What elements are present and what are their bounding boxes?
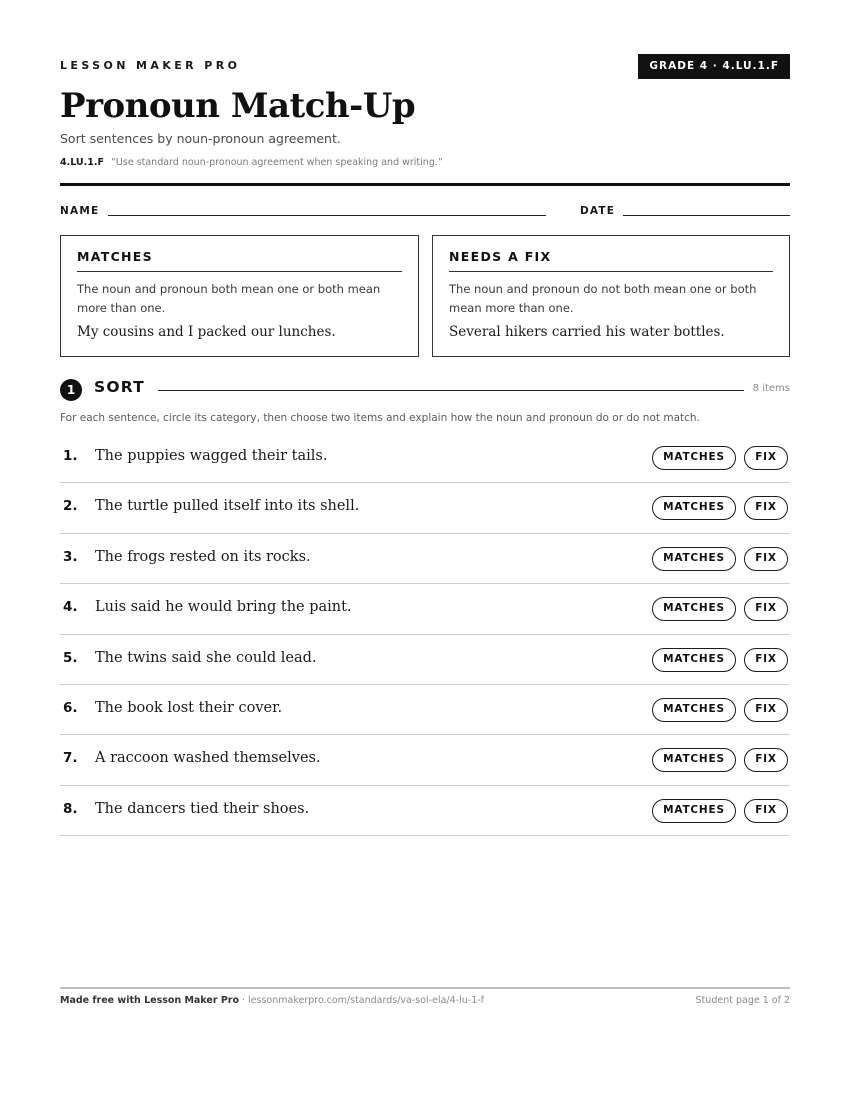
item-sentence: The puppies wagged their tails. [95,448,328,464]
matches-choice-button[interactable]: MATCHES [652,748,736,772]
item-number: 8. [63,800,78,817]
item-sentence: Luis said he would bring the paint. [95,599,352,616]
item-row [60,635,790,685]
section-number-badge: 1 [60,379,82,401]
fix-choice-button[interactable]: FIX [744,496,788,520]
worksheet-page [60,0,790,1100]
name-field[interactable] [108,215,546,216]
item-sentence: The turtle pulled itself into its shell. [95,498,360,515]
category-example: Several hikers carried his water bottles. [449,324,725,340]
item-number: 3. [63,548,78,565]
matches-choice-button[interactable]: MATCHES [652,799,736,823]
fix-choice-button[interactable]: FIX [744,698,788,722]
item-row [60,483,790,533]
footer-url-link[interactable]: lessonmakerpro.com/standards/va-sol-ela/4-lu-1-f [248,995,485,1006]
category-title: MATCHES [77,249,402,272]
item-row [60,433,790,483]
matches-choice-button[interactable]: MATCHES [652,446,736,470]
item-row [60,584,790,634]
item-sentence: The book lost their cover. [95,699,283,716]
fix-choice-button[interactable]: FIX [744,547,788,571]
fix-choice-button[interactable]: FIX [744,597,788,621]
item-row [60,786,790,836]
category-description: The noun and pronoun both mean one or both mean more than one. [77,282,381,315]
grade-badge: GRADE 4 · 4.LU.1.F [638,54,790,79]
matches-choice-button[interactable]: MATCHES [652,597,736,621]
item-count: 8 items [752,383,790,394]
page-title: Pronoun Match-Up [60,86,416,126]
item-row [60,735,790,785]
footer-divider [60,987,790,989]
matches-choice-button[interactable]: MATCHES [652,648,736,672]
section-divider [158,390,744,391]
footer-made-with: Made free with Lesson Maker Pro [60,995,240,1006]
section-title: SORT [94,378,145,396]
item-number: 2. [63,498,78,515]
matches-choice-button[interactable]: MATCHES [652,698,736,722]
section-instructions: For each sentence, circle its category, then choose two items and explain how the noun and pronoun do or do not match. [60,412,700,424]
item-list [60,433,790,836]
page-subtitle: Sort sentences by noun-pronoun agreement. [60,131,341,146]
name-label: NAME [60,205,100,217]
fix-choice-button[interactable]: FIX [744,648,788,672]
fix-choice-button[interactable]: FIX [744,799,788,823]
category-box-needs-fix [432,235,790,357]
standard-code: 4.LU.1.F [60,157,104,168]
category-description: The noun and pronoun do not both mean one or both mean more than one. [449,282,757,315]
item-number: 6. [63,699,78,716]
item-row [60,685,790,735]
standard-quote: “Use standard noun-pronoun agreement when speaking and writing.” [111,157,443,168]
item-sentence: The twins said she could lead. [95,649,317,666]
date-label: DATE [580,205,616,217]
category-box-matches [60,235,419,357]
item-sentence: The dancers tied their shoes. [95,800,310,817]
footer-credit [60,995,484,1006]
category-example: My cousins and I packed our lunches. [77,324,336,340]
matches-choice-button[interactable]: MATCHES [652,496,736,520]
fix-choice-button[interactable]: FIX [744,446,788,470]
header-divider [60,183,790,186]
brand-name: LESSON MAKER PRO [60,59,241,72]
footer-separator: · [242,995,246,1006]
item-number: 5. [63,649,78,666]
item-sentence: A raccoon washed themselves. [95,750,321,767]
standard-reference [60,157,443,168]
item-number: 4. [63,599,78,616]
date-field[interactable] [623,215,790,216]
item-number: 1. [63,448,78,464]
item-row [60,534,790,584]
item-number: 7. [63,750,78,767]
category-title: NEEDS A FIX [449,249,773,272]
item-sentence: The frogs rested on its rocks. [95,548,311,565]
matches-choice-button[interactable]: MATCHES [652,547,736,571]
page-indicator: Student page 1 of 2 [695,995,790,1006]
fix-choice-button[interactable]: FIX [744,748,788,772]
